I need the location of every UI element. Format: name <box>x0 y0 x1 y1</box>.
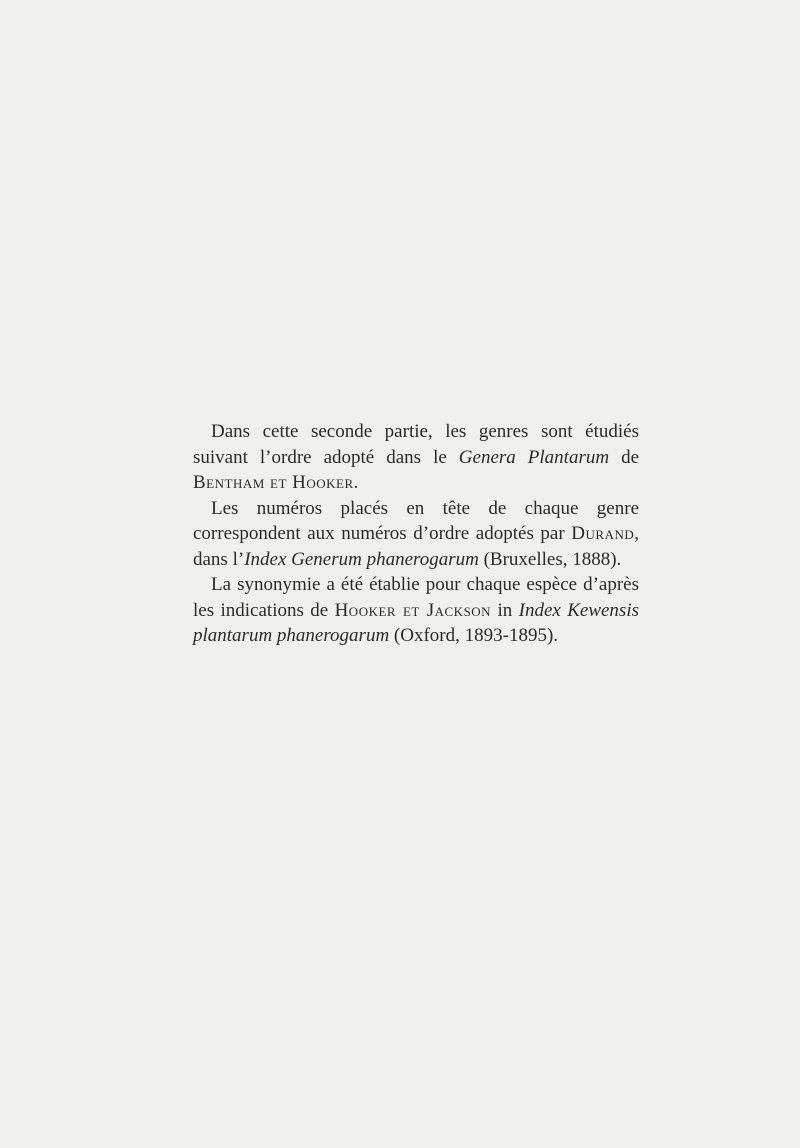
paragraph-3 <box>193 572 639 649</box>
p3-title-index-kewensis: Index Kewensis plantarum phanerogarum <box>193 599 639 646</box>
p3-authors-hooker-jackson: Hooker et Jackson <box>334 599 492 621</box>
p1-authors-bentham-hooker: Bentham et Hooker <box>193 472 354 493</box>
p1-text-1: Dans cette seconde partie, les genres sont étudiés suivant l’ordre adopté dans le <box>193 421 639 468</box>
p1-text-3: . <box>353 472 359 493</box>
p1-text-2: de <box>609 446 640 468</box>
p3-text-3: (Oxford, 1893-1895). <box>389 625 559 646</box>
p2-title-index-generum: Index Generum phanerogarum <box>244 548 479 570</box>
paragraph-2 <box>193 496 639 573</box>
p3-text-2: in <box>491 599 519 621</box>
paragraph-1 <box>193 419 639 496</box>
p2-text-3: (Bruxelles, 1888). <box>478 548 622 570</box>
p2-author-durand: Durand <box>571 523 635 544</box>
p1-title-genera-plantarum: Genera Plantarum <box>458 446 610 468</box>
p2-text-2: , dans l’ <box>193 523 639 570</box>
text-block <box>193 419 639 649</box>
p2-text-1: Les numéros placés en tête de chaque genre correspondent aux numéros d’ordre adoptés par <box>193 497 639 544</box>
p3-text-1: La synonymie a été établie pour chaque espèce d’après les indications de <box>193 574 639 621</box>
